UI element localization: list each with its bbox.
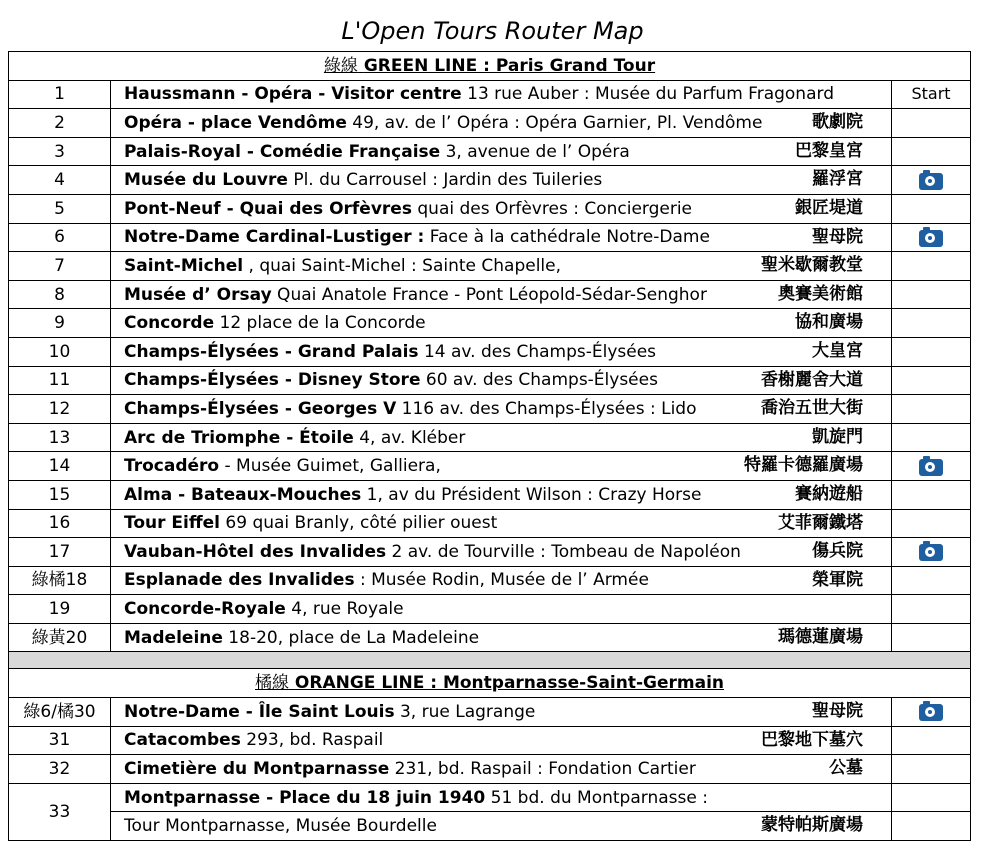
camera-icon xyxy=(919,704,943,721)
stop-extra xyxy=(892,80,971,109)
stop-description xyxy=(111,337,892,366)
stop-extra xyxy=(892,423,971,452)
stop-number: 6 xyxy=(9,223,111,252)
green-line-cjk: 綠線 xyxy=(323,55,358,76)
stop-number: 2 xyxy=(9,109,111,138)
table-row xyxy=(9,538,971,567)
stop-number: 4 xyxy=(9,166,111,195)
stop-name: Champs-Élysées - Disney Store xyxy=(124,370,421,391)
stop-chinese-name: 聖母院 xyxy=(812,226,863,247)
stop-description xyxy=(111,538,892,567)
stop-address-line2: Tour Montparnasse, Musée Bourdelle xyxy=(124,816,437,837)
stop-extra xyxy=(892,252,971,281)
stop-extra xyxy=(892,566,971,595)
stop-extra xyxy=(892,366,971,395)
stop-address: 4, rue Royale xyxy=(285,599,404,620)
camera-icon xyxy=(919,544,943,561)
stop-number: 1 xyxy=(9,80,111,109)
stop-chinese-name: 協和廣場 xyxy=(795,312,863,333)
stop-name: Pont-Neuf - Quai des Orfèvres xyxy=(124,198,412,219)
stop-description xyxy=(111,509,892,538)
stop-chinese-name: 巴黎地下墓穴 xyxy=(761,729,863,750)
stop-name: Madeleine xyxy=(124,627,223,648)
table-row xyxy=(9,566,971,595)
stop-name: Notre-Dame Cardinal-Lustiger : xyxy=(124,227,425,248)
stop-address: 18-20, place de La Madeleine xyxy=(222,627,480,648)
stop-extra xyxy=(892,137,971,166)
stop-address: - Musée Guimet, Galliera, xyxy=(219,456,441,477)
table-row xyxy=(9,755,971,784)
stop-number: 9 xyxy=(9,309,111,338)
table-row xyxy=(9,509,971,538)
stop-number: 15 xyxy=(9,480,111,509)
table-row xyxy=(9,280,971,309)
stop-description xyxy=(111,623,892,652)
route-table xyxy=(8,51,971,841)
stop-address: 293, bd. Raspail xyxy=(240,730,384,751)
table-row xyxy=(9,137,971,166)
table-row xyxy=(9,595,971,624)
stop-name: Trocadéro xyxy=(124,456,220,477)
stop-description xyxy=(111,452,892,481)
stop-address: Quai Anatole France - Pont Léopold-Sédar-Senghor xyxy=(271,284,707,305)
stop-name: Alma - Bateaux-Mouches xyxy=(124,484,362,505)
stop-description-continued xyxy=(111,812,892,841)
stop-number: 31 xyxy=(9,726,111,755)
stop-chinese-name: 歌劇院 xyxy=(812,112,863,133)
stop-address: quai des Orfèvres : Conciergerie xyxy=(411,198,693,219)
stop-chinese-name: 凱旋門 xyxy=(812,426,863,447)
stop-number: 13 xyxy=(9,423,111,452)
stop-extra xyxy=(892,623,971,652)
table-row xyxy=(9,309,971,338)
stop-extra xyxy=(892,109,971,138)
stop-address: 4, av. Kléber xyxy=(353,427,466,448)
table-row xyxy=(9,812,971,841)
green-line-header-row xyxy=(9,52,971,81)
divider-cell xyxy=(9,652,971,669)
table-row xyxy=(9,452,971,481)
stop-name: Arc de Triomphe - Étoile xyxy=(124,427,354,448)
stop-chinese-name: 艾菲爾鐵塔 xyxy=(778,512,863,533)
table-row xyxy=(9,166,971,195)
camera-icon xyxy=(919,230,943,247)
stop-chinese-name: 傷兵院 xyxy=(812,541,863,562)
stop-chinese-name: 特羅卡德羅廣場 xyxy=(744,455,863,476)
stop-chinese-name: 聖米歇爾教堂 xyxy=(761,255,863,276)
stop-address: 1, av du Président Wilson : Crazy Horse xyxy=(361,484,702,505)
green-line-header xyxy=(9,52,971,81)
table-row xyxy=(9,366,971,395)
stop-number: 16 xyxy=(9,509,111,538)
stop-name: Concorde-Royale xyxy=(124,599,286,620)
table-row xyxy=(9,80,971,109)
table-row xyxy=(9,194,971,223)
stop-extra xyxy=(892,452,971,481)
camera-icon xyxy=(919,459,943,476)
stop-name: Esplanade des Invalides xyxy=(124,570,355,591)
stop-name: Catacombes xyxy=(124,730,241,751)
stop-description xyxy=(111,698,892,727)
stop-description xyxy=(111,166,892,195)
stop-description xyxy=(111,280,892,309)
stop-number: 17 xyxy=(9,538,111,567)
stop-chinese-name: 喬治五世大街 xyxy=(761,398,863,419)
stop-number: 綠橘18 xyxy=(9,566,111,595)
stop-name: Musée du Louvre xyxy=(124,170,288,191)
stop-chinese-name: 銀匠堤道 xyxy=(795,197,863,218)
stop-extra xyxy=(892,812,971,841)
stop-description xyxy=(111,480,892,509)
stop-description xyxy=(111,395,892,424)
stop-chinese-name: 奧賽美術館 xyxy=(778,283,863,304)
stop-description xyxy=(111,595,892,624)
stop-extra xyxy=(892,223,971,252)
table-row xyxy=(9,783,971,812)
orange-line-header xyxy=(9,669,971,698)
stop-name: Palais-Royal - Comédie Française xyxy=(124,141,441,162)
stop-address: 49, av. de l’ Opéra : Opéra Garnier, Pl. Vendôme xyxy=(346,112,763,133)
stop-name: Tour Eiffel xyxy=(124,513,220,534)
stop-name: Champs-Élysées - Grand Palais xyxy=(124,341,419,362)
stop-name: Vauban-Hôtel des Invalides xyxy=(124,541,387,562)
stop-number: 19 xyxy=(9,595,111,624)
stop-extra xyxy=(892,509,971,538)
stop-number: 10 xyxy=(9,337,111,366)
stop-chinese-name: 羅浮宮 xyxy=(812,169,863,190)
stop-description xyxy=(111,366,892,395)
stop-description xyxy=(111,252,892,281)
stop-name: Notre-Dame - Île Saint Louis xyxy=(124,701,395,722)
stop-description xyxy=(111,80,892,109)
camera-icon xyxy=(919,173,943,190)
stop-name: Champs-Élysées - Georges V xyxy=(124,398,397,419)
stop-address: 231, bd. Raspail : Fondation Cartier xyxy=(389,759,696,780)
stop-chinese-name: 賽納遊船 xyxy=(795,483,863,504)
stop-extra xyxy=(892,755,971,784)
page-title: L'Open Tours Router Map xyxy=(341,17,644,45)
stop-number: 綠黃20 xyxy=(9,623,111,652)
stop-number: 7 xyxy=(9,252,111,281)
table-row xyxy=(9,423,971,452)
stop-description xyxy=(111,566,892,595)
stop-address: 51 bd. du Montparnasse : xyxy=(485,787,708,808)
table-row xyxy=(9,623,971,652)
stop-address: Pl. du Carrousel : Jardin des Tuileries xyxy=(287,170,603,191)
stop-address: 3, avenue de l’ Opéra xyxy=(440,141,630,162)
stop-number: 綠6/橘30 xyxy=(9,698,111,727)
stop-name: Haussmann - Opéra - Visitor centre xyxy=(124,84,462,105)
stop-name: Opéra - place Vendôme xyxy=(124,112,347,133)
stop-description xyxy=(111,726,892,755)
stop-name: Concorde xyxy=(124,313,215,334)
stop-name: Musée d’ Orsay xyxy=(124,284,272,305)
stop-description xyxy=(111,137,892,166)
table-row xyxy=(9,480,971,509)
stop-chinese-name: 蒙特帕斯廣場 xyxy=(761,815,863,836)
stop-address: 13 rue Auber : Musée du Parfum Fragonard xyxy=(461,84,834,105)
stop-chinese-name: 榮軍院 xyxy=(812,569,863,590)
stop-extra xyxy=(892,309,971,338)
stop-address: 116 av. des Champs-Élysées : Lido xyxy=(396,398,697,419)
stop-description xyxy=(111,755,892,784)
stop-extra xyxy=(892,783,971,812)
stop-number: 14 xyxy=(9,452,111,481)
stop-description xyxy=(111,783,892,812)
stop-address: , quai Saint-Michel : Sainte Chapelle, xyxy=(243,255,562,276)
stop-address: 60 av. des Champs-Élysées xyxy=(420,370,658,391)
orange-line-label: ORANGE LINE : Montparnasse-Saint-Germain xyxy=(294,673,725,694)
stop-extra xyxy=(892,280,971,309)
stop-name: Saint-Michel xyxy=(124,255,244,276)
stop-description xyxy=(111,309,892,338)
stop-address: 3, rue Lagrange xyxy=(394,701,536,722)
stop-number: 8 xyxy=(9,280,111,309)
table-row xyxy=(9,337,971,366)
stop-extra xyxy=(892,595,971,624)
stop-extra xyxy=(892,395,971,424)
stop-address: 69 quai Branly, côté pilier ouest xyxy=(220,513,498,534)
stop-address: 14 av. des Champs-Élysées xyxy=(418,341,657,362)
stop-extra xyxy=(892,337,971,366)
table-row xyxy=(9,698,971,727)
table-row xyxy=(9,109,971,138)
table-row xyxy=(9,252,971,281)
stop-number: 5 xyxy=(9,194,111,223)
stop-description xyxy=(111,423,892,452)
green-line-label: GREEN LINE : Paris Grand Tour xyxy=(363,55,656,76)
stop-address: 2 av. de Tourville : Tombeau de Napoléon xyxy=(386,541,741,562)
section-divider xyxy=(9,652,971,669)
stop-address: : Musée Rodin, Musée de l’ Armée xyxy=(354,570,649,591)
stop-extra xyxy=(892,698,971,727)
stop-description xyxy=(111,194,892,223)
stop-number: 32 xyxy=(9,755,111,784)
stop-extra xyxy=(892,726,971,755)
orange-line-header-row xyxy=(9,669,971,698)
stop-chinese-name: 聖母院 xyxy=(812,701,863,722)
stop-chinese-name: 瑪德蓮廣場 xyxy=(778,626,863,647)
stop-name: Cimetière du Montparnasse xyxy=(124,759,390,780)
table-row xyxy=(9,395,971,424)
stop-address: Face à la cathédrale Notre-Dame xyxy=(424,227,710,248)
stop-chinese-name: 巴黎皇宮 xyxy=(795,140,863,161)
stop-number: 3 xyxy=(9,137,111,166)
stop-description xyxy=(111,109,892,138)
stop-extra xyxy=(892,538,971,567)
stop-number: 11 xyxy=(9,366,111,395)
stop-description xyxy=(111,223,892,252)
stop-number: 12 xyxy=(9,395,111,424)
table-row xyxy=(9,223,971,252)
stop-chinese-name: 公墓 xyxy=(829,758,863,779)
start-label: Start xyxy=(911,84,951,104)
stop-extra xyxy=(892,166,971,195)
stop-name: Montparnasse - Place du 18 juin 1940 xyxy=(124,787,486,808)
stop-extra xyxy=(892,194,971,223)
stop-chinese-name: 香榭麗舍大道 xyxy=(761,369,863,390)
stop-number: 33 xyxy=(9,783,111,840)
stop-address: 12 place de la Concorde xyxy=(214,313,426,334)
stop-extra xyxy=(892,480,971,509)
stop-chinese-name: 大皇宮 xyxy=(812,340,863,361)
table-row xyxy=(9,726,971,755)
orange-line-cjk: 橘線 xyxy=(254,673,289,694)
